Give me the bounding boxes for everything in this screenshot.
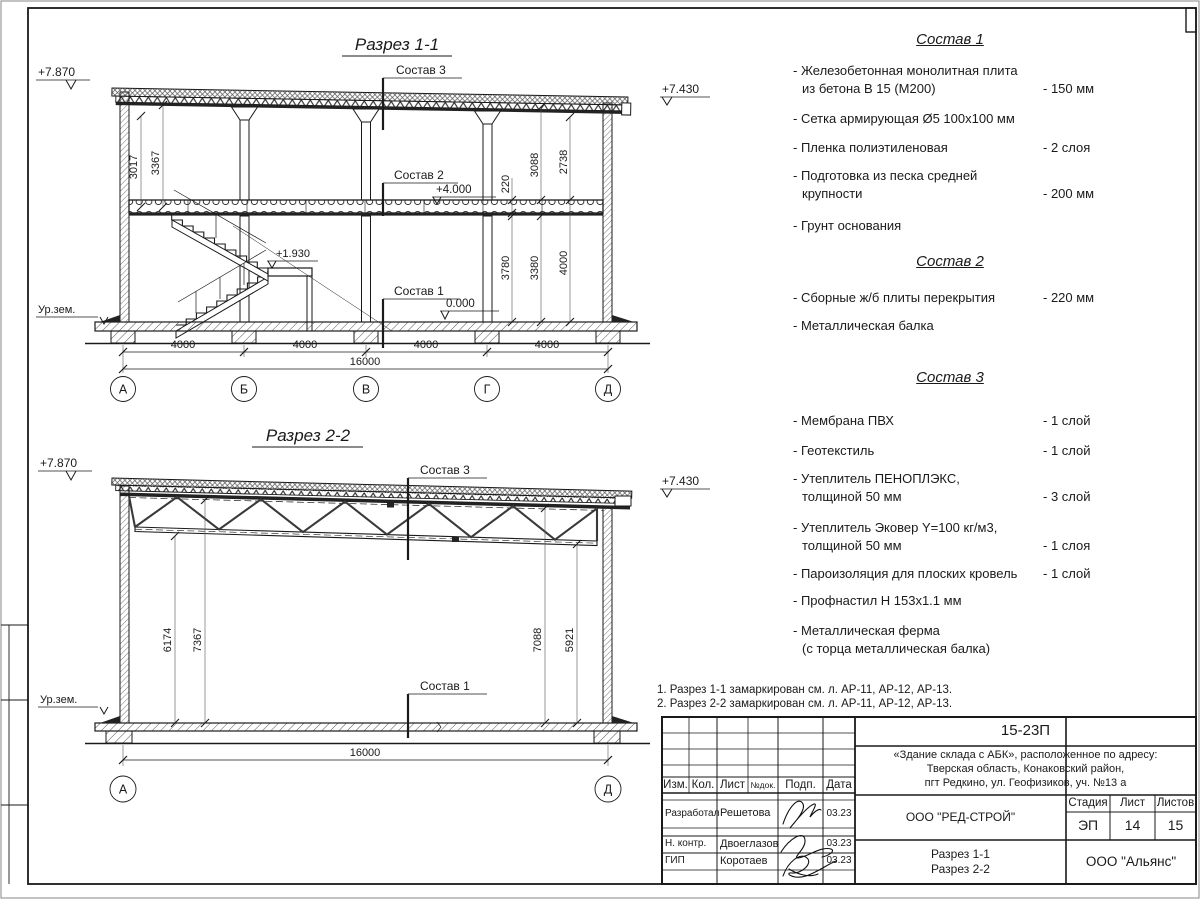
sheet-label: Лист — [1120, 797, 1145, 810]
row0-role: Разработал — [665, 807, 720, 819]
stage-label: Стадия — [1068, 797, 1108, 810]
svg-text:16000: 16000 — [349, 747, 381, 759]
svg-text:Г: Г — [483, 382, 491, 397]
ground-label-s2: Ур.зем. — [40, 694, 78, 706]
section2-title: Разрез 2-2 — [265, 426, 351, 445]
callout-s3-s2: Состав 3 — [420, 463, 470, 477]
comp3-title: Состав 3 — [916, 369, 984, 386]
ground-floor-s2 — [85, 716, 650, 744]
dim-7088: 7088 — [532, 627, 544, 653]
company: ООО "Альянс" — [1085, 853, 1177, 869]
row2-date: 03.23 — [826, 855, 852, 867]
level-1930: +1.930 — [276, 248, 310, 260]
level-4000: +4.000 — [436, 184, 472, 196]
wall-left-s2 — [120, 486, 129, 723]
level-0000: 0.000 — [446, 298, 475, 310]
svg-text:А: А — [118, 382, 128, 397]
object-address: «Здание склада с АБК», расположенное по адресу: Тверская область, Конаковский район, пгт Редкино, ул. Геофизиков, уч. №13 а — [893, 749, 1158, 789]
row2-name: Коротаев — [720, 854, 768, 867]
callout-s3: Состав 3 — [396, 63, 446, 77]
comp1-item-3: - Подготовка из песка средней крупности - 200 мм — [793, 168, 1095, 201]
callout-s1-s2: Состав 1 — [420, 679, 470, 693]
ground-label-s1: Ур.зем. — [38, 304, 76, 316]
dim-3780: 3780 — [500, 255, 512, 281]
row1-role: Н. контр. — [665, 838, 707, 850]
eave-plate — [615, 496, 631, 506]
col-ndoc: №док. — [750, 779, 776, 790]
callout-s2: Состав 2 — [394, 168, 444, 182]
comp3-item-2: - Утеплитель ПЕНОПЛЭКС, толщиной 50 мм - 3 слой — [793, 471, 1091, 504]
notes: 1. Разрез 1-1 замаркирован см. л. АР-11, АР-12, АР-13. 2. Разрез 2-2 замаркирован см. л. АР-11, АР-12, АР-13. — [657, 684, 953, 710]
dim-3017: 3017 — [128, 154, 140, 180]
row0-name: Решетова — [720, 807, 771, 820]
dim-7367: 7367 — [192, 627, 204, 653]
svg-text:4000: 4000 — [292, 339, 318, 351]
row1-name: Двоеглазов — [720, 837, 779, 850]
comp3-item-5: - Профнастил Н 153х1.1 мм — [793, 593, 962, 608]
dim-6174: 6174 — [162, 627, 174, 653]
row0-date: 03.23 — [826, 807, 852, 819]
comp1-item-0: - Железобетонная монолитная плита из бетона В 15 (М200) - 150 мм — [793, 63, 1095, 96]
wall-right-s2 — [603, 506, 612, 723]
wall-left — [120, 92, 129, 322]
callouts-s2 — [408, 478, 487, 738]
left-margin-table — [1, 625, 28, 884]
section-1-1 — [36, 35, 710, 402]
stage-value: ЭП — [1077, 817, 1099, 834]
comp3-item-1: - Геотекстиль - 1 слой — [793, 443, 1091, 458]
contractor: ООО "РЕД-СТРОЙ" — [905, 810, 1016, 824]
col-list: Лист — [720, 778, 745, 791]
sheet-value: 14 — [1124, 817, 1141, 834]
row2-role: ГИП — [665, 855, 685, 867]
dim-5921: 5921 — [564, 627, 576, 653]
dim-3367: 3367 — [150, 150, 162, 176]
section1-title: Разрез 1-1 — [354, 35, 440, 54]
col-podp: Подп. — [785, 778, 816, 791]
svg-text:4000: 4000 — [413, 339, 439, 351]
doc-number: 15-23П — [1000, 722, 1051, 740]
callout-s1: Состав 1 — [394, 284, 444, 298]
dim-3088: 3088 — [529, 152, 541, 178]
col-data: Дата — [826, 778, 852, 791]
sheet-title: Разрез 1-1 Разрез 2-2 — [931, 847, 990, 876]
svg-text:А: А — [118, 782, 128, 797]
axis-bubbles-s1 — [111, 377, 621, 402]
level-7430-s2: +7.430 — [662, 474, 700, 488]
comp1-title: Состав 1 — [916, 31, 984, 48]
signature-reshetova — [783, 801, 821, 828]
section-2-2 — [38, 426, 710, 802]
wall-right — [603, 103, 612, 322]
row1-date: 03.23 — [826, 838, 852, 850]
comp3-item-6: - Металлическая ферма (с торца металлическая балка) — [793, 623, 991, 656]
comp1-item-1: - Сетка армирующая Ø5 100х100 мм — [793, 111, 1015, 126]
sheets-label: Листов — [1156, 797, 1195, 810]
dim-2738: 2738 — [558, 149, 570, 175]
floor-slab — [129, 200, 603, 216]
comp1-item-2: - Пленка полиэтиленовая - 2 слоя — [793, 140, 1091, 155]
level-7870-s2: +7.870 — [40, 456, 78, 470]
svg-text:В: В — [361, 382, 371, 397]
comp3-item-4: - Пароизоляция для плоских кровель - 1 слой — [793, 566, 1091, 581]
dim-3380: 3380 — [529, 255, 541, 281]
col-kol: Кол. — [691, 778, 715, 791]
comp1-item-4: - Грунт основания — [793, 218, 902, 233]
level-7430: +7.430 — [662, 82, 700, 96]
svg-text:4000: 4000 — [170, 339, 196, 351]
level-7870: +7.870 — [38, 65, 76, 79]
comp3-item-0: - Мембрана ПВХ - 1 слой — [793, 413, 1091, 428]
axis-bubbles-s2 — [110, 776, 621, 802]
dims-bottom-s2 — [119, 745, 612, 766]
comp3-item-3: - Утеплитель Эковер Y=100 кг/м3, толщиной 50 мм - 1 слоя — [793, 520, 1091, 553]
corner-box — [1186, 8, 1196, 32]
svg-text:Д: Д — [603, 382, 613, 397]
comp2-title: Состав 2 — [916, 253, 984, 270]
svg-text:Б: Б — [239, 382, 249, 397]
col-izm: Изм. — [663, 778, 688, 791]
svg-text:4000: 4000 — [534, 339, 560, 351]
comp2-item-0: - Сборные ж/б плиты перекрытия - 220 мм — [793, 290, 1095, 305]
svg-text:Д: Д — [603, 782, 613, 797]
comp2-item-1: - Металлическая балка — [793, 318, 934, 333]
dim-4000v: 4000 — [558, 250, 570, 276]
svg-text:16000: 16000 — [349, 356, 381, 368]
dim-220: 220 — [500, 174, 512, 194]
sheets-value: 15 — [1167, 817, 1184, 834]
